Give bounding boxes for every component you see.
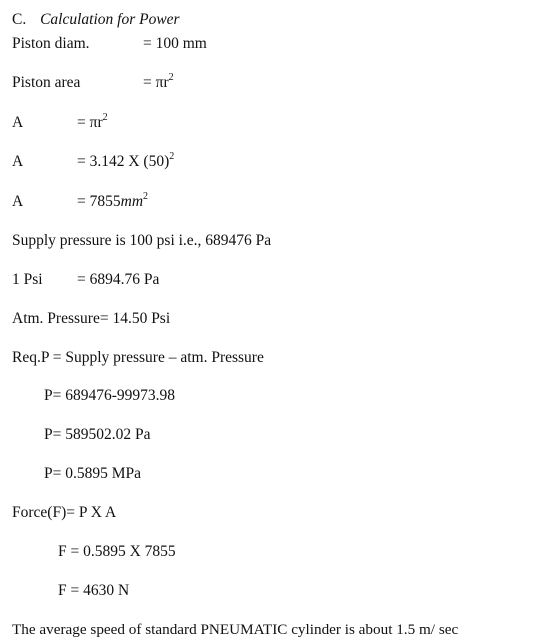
area-formula-value: = $\pi r^2$ [77,112,108,131]
piston-area-value: = $\pi r^2$ [143,72,174,91]
piston-area-line [12,73,552,93]
area-substitution-value: = 3.142 X $(50)^2$ [77,151,175,170]
force-calc-line: F = 0.5895 X 7855 [58,543,176,560]
section-letter: C. [12,11,27,28]
required-pressure-line: Req.P = Supply pressure – atm. Pressure [12,349,264,366]
exponent: 2 [102,112,108,123]
psi-value: = 6894.76 Pa [77,271,160,288]
pressure-result-pa-line: P= 589502.02 Pa [44,426,151,443]
pressure-result-mpa-line: P= 0.5895 MPa [44,465,142,482]
area-result-value: = $7855mm^2$ [77,191,149,210]
psi-conversion-line [12,270,552,290]
force-result-line: F = 4630 N [58,582,130,599]
psi-label: 1 Psi [12,271,43,288]
area-label: A [12,193,24,210]
exponent: 2 [143,191,149,202]
piston-diam-label: Piston diam. [12,35,90,52]
exponent: 2 [169,151,175,162]
area-unit: mm [120,193,144,210]
piston-diam-line [12,34,552,54]
supply-pressure-line: Supply pressure is 100 psi i.e., 689476 Pa [12,232,272,249]
area-label: A [12,153,24,170]
area-result-line [12,192,552,212]
piston-area-label: Piston area [12,74,81,91]
atm-pressure-line: Atm. Pressure= 14.50 Psi [12,310,171,327]
average-speed-line: The average speed of standard PNEUMATIC cylinder is about 1.5 m/ sec [12,621,459,638]
section-title [12,10,180,30]
force-formula-line: Force(F)= P X A [12,504,117,521]
area-formula-line [12,113,552,133]
area-substitution-line [12,152,552,172]
piston-diam-value: = 100 mm [143,35,207,52]
pressure-calc-line: P= 689476-99973.98 [44,387,176,404]
section-heading: Calculation for Power [40,11,180,28]
exponent: 2 [168,72,174,83]
area-label: A [12,114,24,131]
